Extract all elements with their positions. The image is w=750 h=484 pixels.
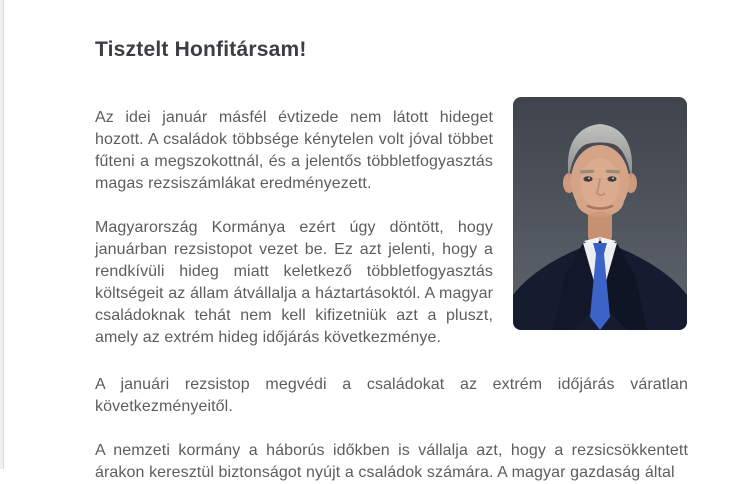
portrait-illustration: [513, 97, 687, 330]
letter-paragraph-4: A nemzeti kormány a háborús időkben is vállalja azt, hogy a rezsicsökkentett árakon keresztül biztonságot nyújt a családok számára. A magyar gazdaság által: [95, 442, 688, 481]
portrait-photo: [513, 97, 687, 330]
viewport-left-edge: [0, 0, 4, 469]
letter-paragraph-3: A januári rezsistop megvédi a családokat az extrém időjárás váratlan következményeitől.: [95, 376, 688, 415]
letter-paragraph-1: Az idei január másfél évtizede nem látott hideget hozott. A családok többsége kénytelen volt jóval többet fűteni a megszokottnál, és a jelentős többletfogyasztás magas rezsiszámlákat eredményezett.: [95, 109, 493, 192]
letter-title: Tisztelt Honfitársam!: [95, 38, 307, 62]
letter-paragraph-2: Magyarország Kormánya ezért úgy döntött, hogy januárban rezsistopot vezet be. Ez azt jelenti, hogy a rendkívüli hideg miatt keletkező többletfogyasztás költségeit az állam átvállalja a háztartásoktól. A magyar családoknak tehát nem kell kifizetniük azt a pluszt, amely az extrém hideg időjárás következménye.: [95, 219, 493, 346]
